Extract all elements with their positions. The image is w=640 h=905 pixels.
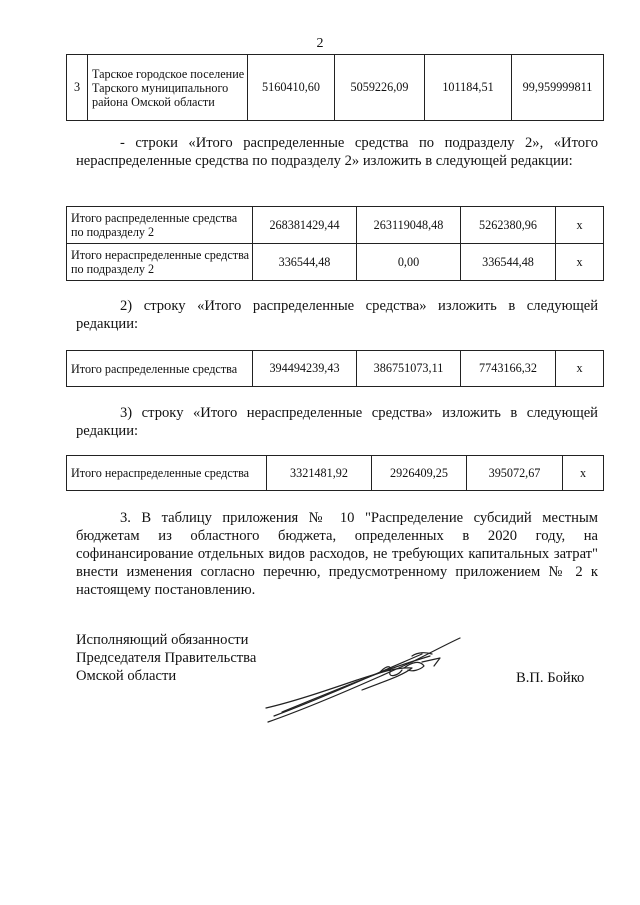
page-number: 2 [316,36,324,51]
table-row [67,456,604,491]
table-cell: x [563,456,604,491]
table-cell: Тарское городское поселение Тарского муниципального района Омской области [88,55,248,121]
table-cell: 336544,48 [253,244,357,281]
table-cell: 101184,51 [425,55,512,121]
table-cell: 7743166,32 [461,351,556,387]
table-tarskoe [66,54,604,121]
table-cell: 2926409,25 [372,456,467,491]
table-cell: 394494239,43 [253,351,357,387]
table-row [67,244,604,281]
signatory-title-line-1: Исполняющий обязанности [76,632,249,648]
table-cell: 5059226,09 [335,55,425,121]
table-cell: 0,00 [357,244,461,281]
table-row [67,207,604,244]
table-cell: 268381429,44 [253,207,357,244]
table-cell: 5160410,60 [248,55,335,121]
paragraph-4: 3. В таблицу приложения № 10 "Распределение субсидий местным бюджетам из областного бюджета, определенных в 2020 году, на софинансирование отдельных видов расходов, не требующих капитальных затрат" внести изменения согласно перечню, предусмотренному приложением № 2 к настоящему постановлению. [76,510,598,598]
table-total-distributed [66,350,604,387]
table-cell: 395072,67 [467,456,563,491]
table-cell: 336544,48 [461,244,556,281]
paragraph-3: 3) строку «Итого нераспределенные средства» изложить в следующей редакции: [76,405,598,439]
signatory-name: В.П. Бойко [516,670,585,686]
table-cell: x [556,244,604,281]
table-cell: x [556,351,604,387]
table-subdivision-2 [66,206,604,281]
table-cell: 3 [67,55,88,121]
table-cell: Итого нераспределенные средства [67,456,267,491]
table-cell: 263119048,48 [357,207,461,244]
table-cell: 99,959999811 [512,55,604,121]
signatory-title-line-3: Омской области [76,668,177,684]
table-total-undistributed [66,455,604,491]
table-row [67,55,604,121]
table-cell: 3321481,92 [267,456,372,491]
table-row [67,351,604,387]
table-cell: Итого нераспределенные средства по подразделу 2 [67,244,253,281]
table-cell: Итого распределенные средства по подразделу 2 [67,207,253,244]
signatory-title-line-2: Председателя Правительства [76,650,257,666]
table-cell: x [556,207,604,244]
paragraph-1: - строки «Итого распределенные средства по подразделу 2», «Итого нераспределенные средства по подразделу 2» изложить в следующей редакции: [76,135,598,169]
table-cell: Итого распределенные средства [67,351,253,387]
table-cell: 5262380,96 [461,207,556,244]
table-cell: 386751073,11 [357,351,461,387]
handwritten-signature [262,632,472,728]
paragraph-2: 2) строку «Итого распределенные средства» изложить в следующей редакции: [76,298,598,332]
